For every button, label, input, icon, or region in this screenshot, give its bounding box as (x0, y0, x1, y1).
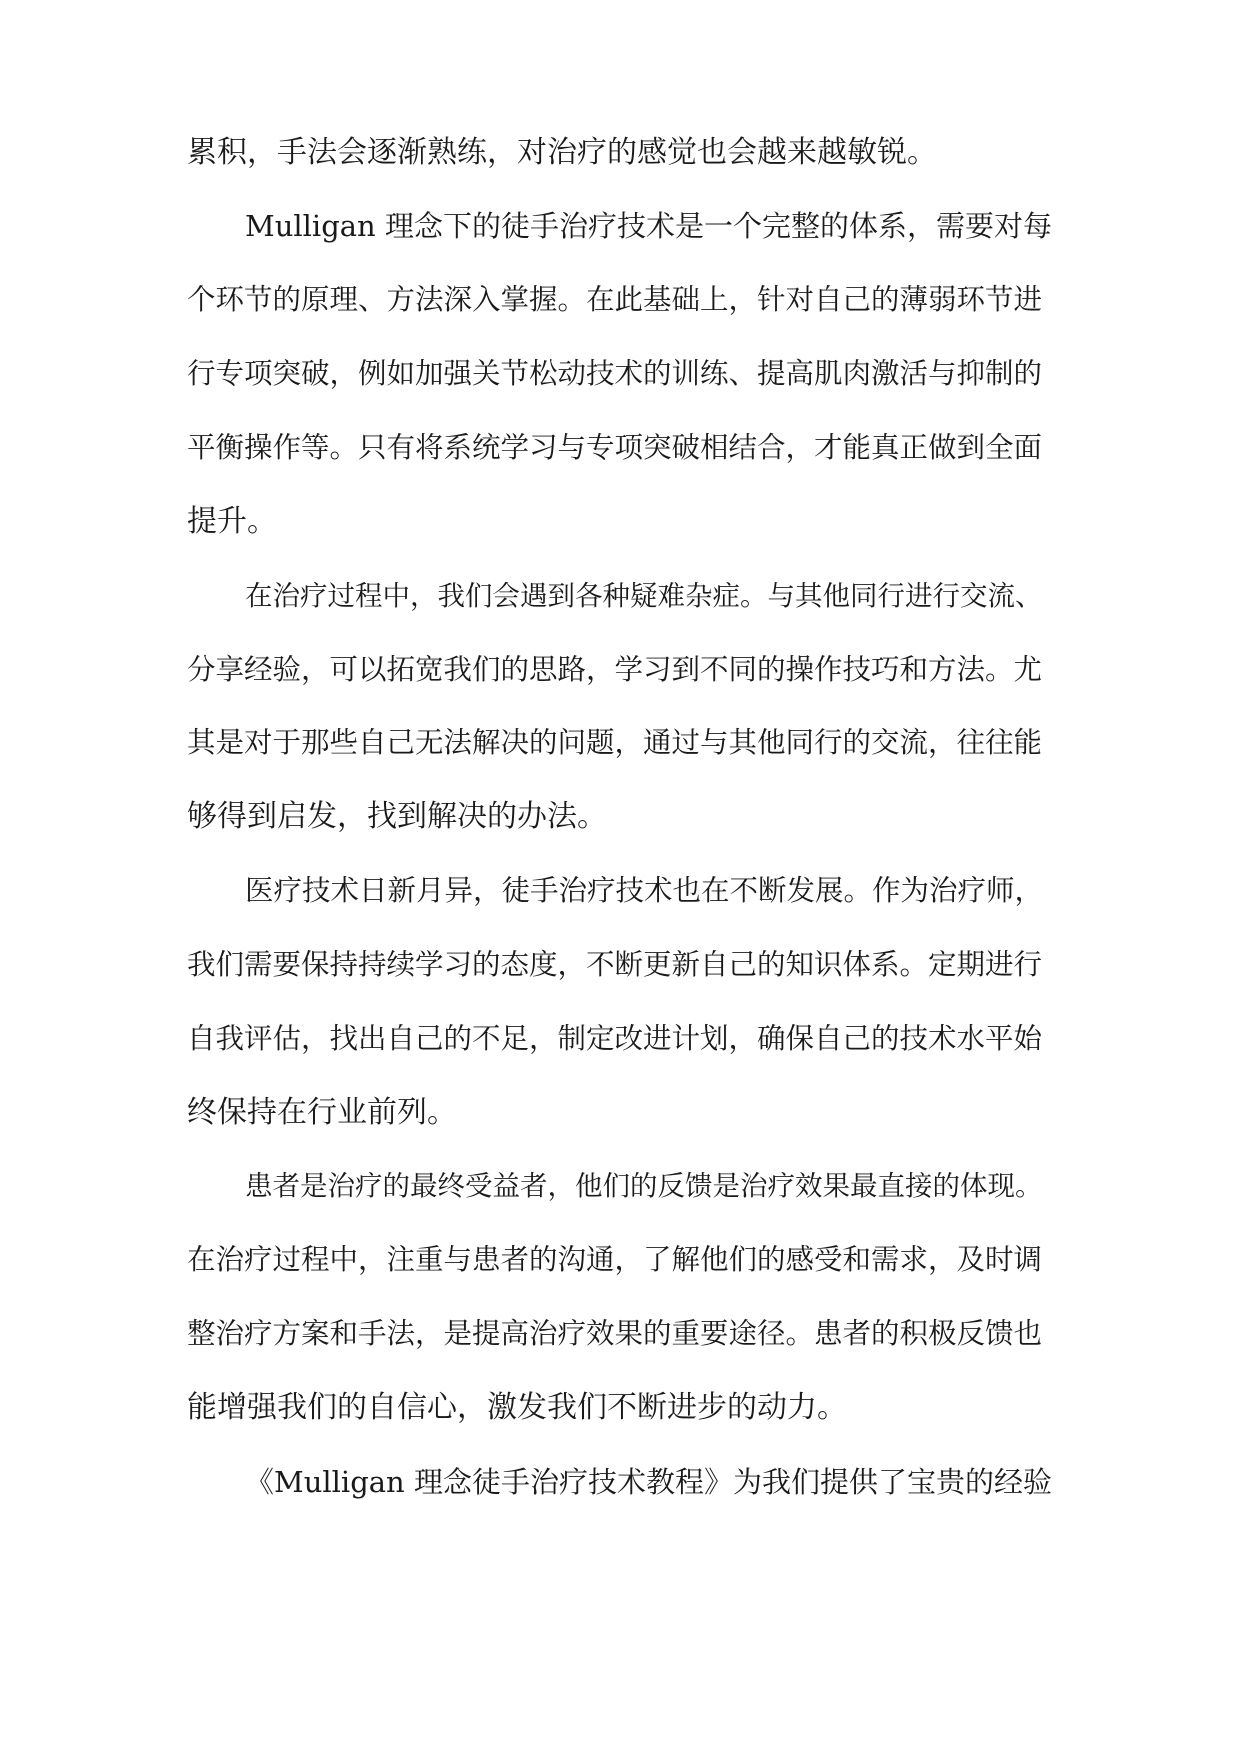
text-line: 在治疗过程中，我们会遇到各种疑难杂症。与其他同行进行交流、 (245, 580, 1043, 612)
text-line: 整治疗方案和手法，是提高治疗效果的重要途径。患者的积极反馈也 (187, 1317, 1043, 1350)
text-line: Mulligan 理念下的徒手治疗技术是一个完整的体系，需要对每 (245, 209, 1052, 243)
text-line: 在治疗过程中，注重与患者的沟通，了解他们的感受和需求，及时调 (187, 1243, 1043, 1276)
text-line: 个环节的原理、方法深入掌握。在此基础上，针对自己的薄弱环节进 (187, 283, 1043, 316)
text-line: 医疗技术日新月异，徒手治疗技术也在不断发展。作为治疗师， (245, 874, 1044, 907)
text-line: 《Mulligan 理念徒手治疗技术教程》为我们提供了宝贵的经验 (245, 1465, 1052, 1499)
text-line: 终保持在行业前列。 (187, 1095, 457, 1130)
text-line: 够得到启发，找到解决的办法。 (187, 799, 607, 834)
text-line: 自我评估，找出自己的不足，制定改进计划，确保自己的技术水平始 (187, 1022, 1043, 1055)
text-line: 患者是治疗的最终受益者，他们的反馈是治疗效果最直接的体现。 (245, 1170, 1043, 1202)
text-line: 我们需要保持持续学习的态度，不断更新自己的知识体系。定期进行 (187, 948, 1043, 981)
text-line: 其是对于那些自己无法解决的问题，通过与其他同行的交流，往往能 (187, 726, 1043, 759)
text-line: 分享经验，可以拓宽我们的思路，学习到不同的操作技巧和方法。尤 (187, 653, 1043, 686)
text-line: 提升。 (187, 504, 277, 539)
text-line: 能增强我们的自信心，激发我们不断进步的动力。 (187, 1390, 847, 1425)
text-line: 平衡操作等。只有将系统学习与专项突破相结合，才能真正做到全面 (187, 431, 1043, 464)
text-line: 累积，手法会逐渐熟练，对治疗的感觉也会越来越敏锐。 (187, 135, 937, 170)
text-line: 行专项突破，例如加强关节松动技术的训练、提高肌肉激活与抑制的 (187, 357, 1043, 390)
